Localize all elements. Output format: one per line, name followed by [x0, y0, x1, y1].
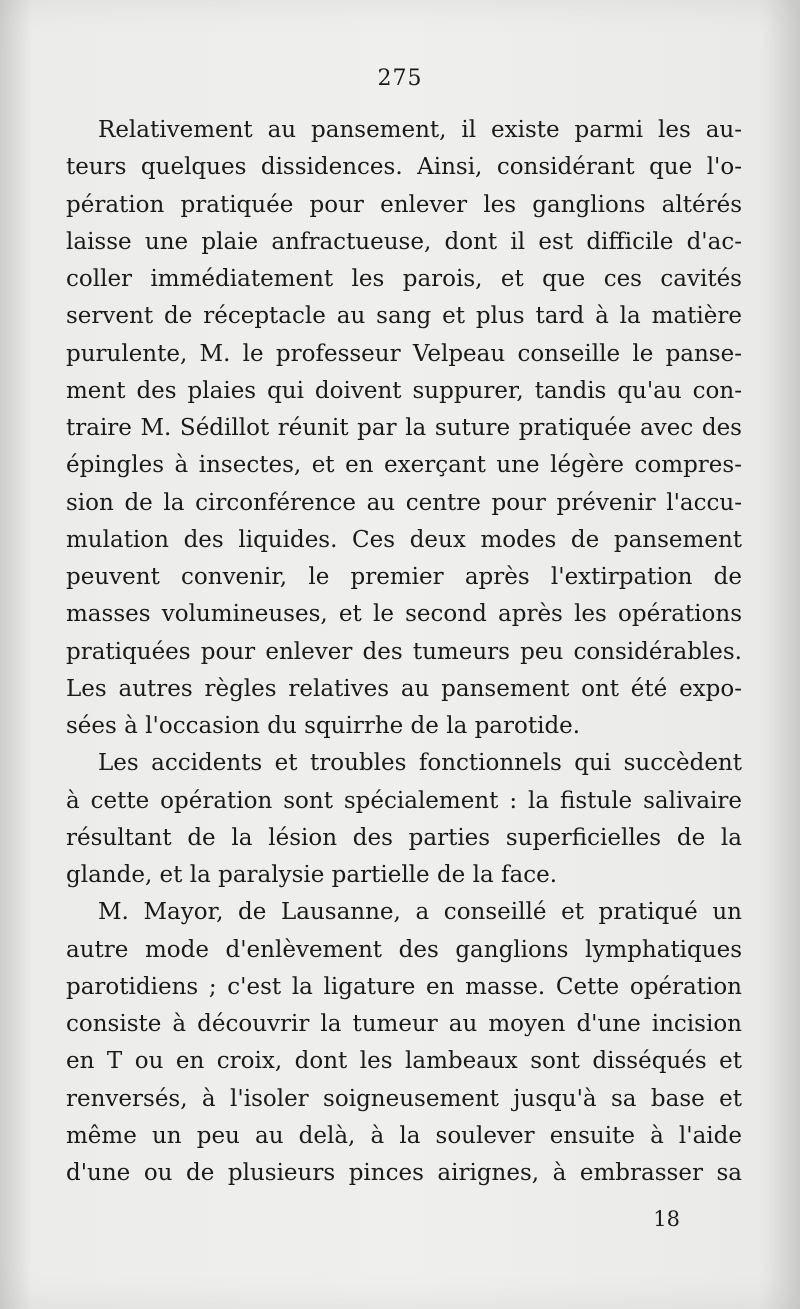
text-line: laisse une plaie anfractueuse, dont il est difficile d'ac- — [66, 228, 742, 255]
text-line: parotidiens ; c'est la ligature en masse. Cette opération — [66, 973, 742, 1000]
text-line: Les autres règles relatives au pansement ont été expo- — [66, 675, 742, 702]
text-line: résultant de la lésion des parties superficielles de la — [66, 824, 742, 851]
text-line: sion de la circonférence au centre pour prévenir l'accu- — [66, 489, 742, 516]
text-line: pratiquées pour enlever des tumeurs peu considérables. — [66, 638, 742, 665]
page-number: 275 — [377, 66, 423, 91]
text-line: traire M. Sédillot réunit par la suture pratiquée avec des — [66, 415, 742, 441]
text-line: épingles à insectes, et en exerçant une légère compres- — [66, 452, 742, 479]
text-line: même un peu au delà, à la soulever ensuite à l'aide — [66, 1122, 742, 1149]
text-line: Les accidents et troubles fonctionnels qui succèdent — [98, 750, 742, 777]
body-text — [66, 112, 742, 1192]
text-line: pération pratiquée pour enlever les ganglions altérés — [66, 191, 742, 218]
text-line: M. Mayor, de Lausanne, a conseillé et pratiqué un — [98, 899, 742, 926]
text-line: renversés, à l'isoler soigneusement jusqu'à sa base et — [66, 1085, 742, 1112]
text-line: ment des plaies qui doivent suppurer, tandis qu'au con- — [66, 377, 742, 404]
text-line: teurs quelques dissidences. Ainsi, considérant que l'o- — [66, 154, 742, 181]
text-line: Relativement au pansement, il existe parmi les au- — [98, 117, 742, 143]
text-line: masses volumineuses, et le second après les opérations — [66, 601, 742, 628]
text-line: sées à l'occasion du squirrhe de la parotide. — [66, 713, 581, 739]
text-line: d'une ou de plusieurs pinces airignes, à embrasser sa — [66, 1160, 742, 1186]
text-line: autre mode d'enlèvement des ganglions lymphatiques — [66, 936, 742, 963]
signature-mark: 18 — [653, 1207, 680, 1231]
text-line: purulente, M. le professeur Velpeau conseille le panse- — [66, 340, 742, 367]
text-line: glande, et la paralysie partielle de la face. — [66, 862, 558, 888]
text-line: consiste à découvrir la tumeur au moyen d'une incision — [66, 1011, 742, 1037]
text-line: coller immédiatement les parois, et que ces cavités — [66, 266, 742, 292]
text-line: peuvent convenir, le premier après l'extirpation de — [66, 564, 742, 590]
text-line: à cette opération sont spécialement : la fistule salivaire — [66, 787, 742, 814]
text-line: servent de réceptacle au sang et plus tard à la matière — [66, 303, 742, 330]
text-line: en T ou en croix, dont les lambeaux sont disséqués et — [66, 1048, 742, 1075]
text-line: mulation des liquides. Ces deux modes de pansement — [66, 526, 742, 553]
